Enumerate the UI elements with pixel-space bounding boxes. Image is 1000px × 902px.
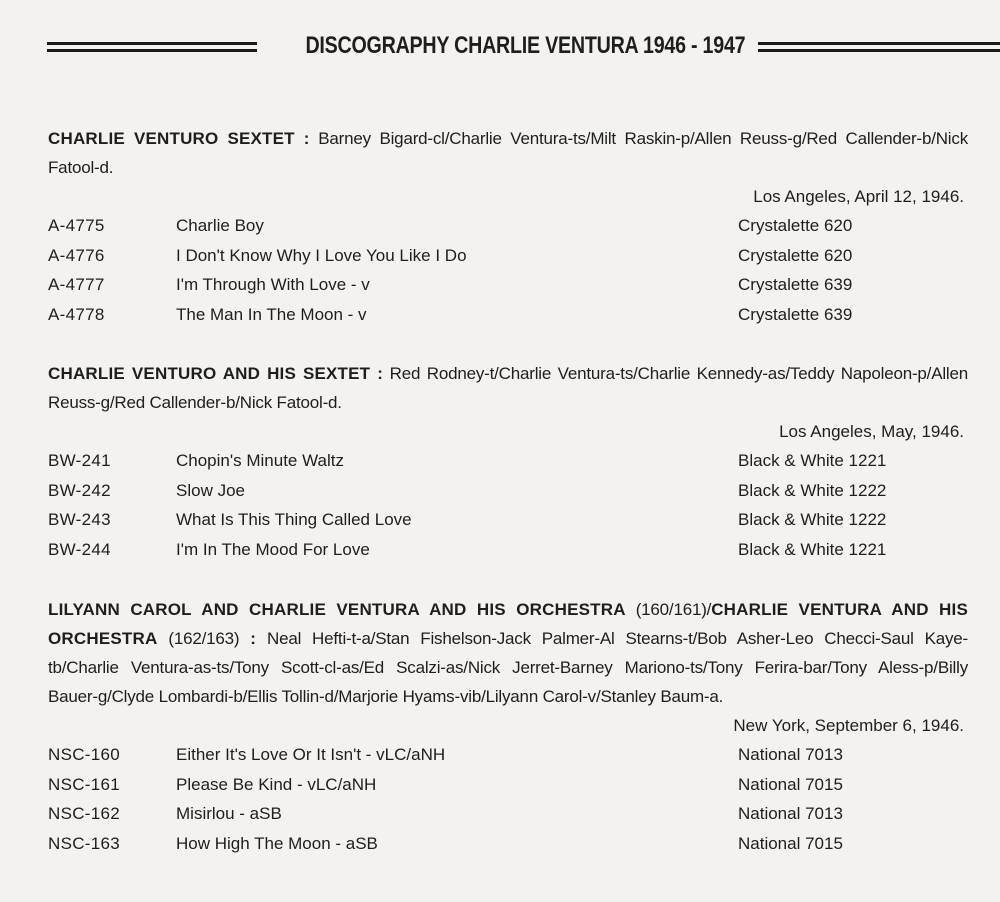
matrix-number: A-4775 [48,216,105,235]
title-rule-left [47,42,257,52]
record-row [48,770,968,800]
track-title: Misirlou - aSB [176,804,282,823]
matrix-number: NSC-162 [48,804,121,823]
record-row [48,476,968,506]
session-place-date: Los Angeles, April 12, 1946. [753,187,964,206]
track-title: I'm In The Mood For Love [176,539,370,559]
group-name: LILYANN CAROL AND CHARLIE VENTURA AND HIS ORCHESTRA [48,600,626,619]
record-row [48,241,968,271]
session-note: (162/163) [168,629,240,648]
matrix-number: NSC-161 [48,774,121,794]
session-note: (160/161)/ [635,600,712,619]
record-row [48,270,968,300]
session-1 [48,124,968,329]
matrix-number: BW-243 [48,510,111,529]
group-name: CHARLIE VENTURO AND HIS SEXTET : [48,364,384,383]
record-label: National 7015 [738,774,843,794]
track-title: Either It's Love Or It Isn't - vLC/aNH [176,745,446,764]
track-title: The Man In The Moon - v [176,304,367,324]
record-row [48,300,968,330]
session-personnel [48,124,968,182]
track-title: Chopin's Minute Waltz [176,451,344,470]
record-label: Crystalette 639 [738,275,853,294]
track-title: Charlie Boy [176,216,264,235]
personnel-list: Barney Bigard-cl/Charlie Ventura-ts/Milt Raskin-p/Allen Reuss-g/Red Callender-b/Nick Fatool-d. [48,129,968,177]
session-place-date: Los Angeles, May, 1946. [779,422,964,441]
record-row [48,535,968,565]
record-label: Black & White 1222 [738,480,887,500]
session-personnel [48,595,968,711]
title-row [47,30,1000,64]
record-row [48,740,968,770]
matrix-number: A-4778 [48,304,105,324]
title-rule-right [758,42,1000,52]
track-title: How High The Moon - aSB [176,833,378,853]
record-row [48,505,968,535]
personnel-list: Neal Hefti-t-a/Stan Fishelson-Jack Palmer-Al Stearns-t/Bob Asher-Leo Checci-Saul Kaye-tb/Charlie Ventura-as-ts/Tony Scott-cl-as/Ed Scalzi-as/Nick Jerret-Barney Mariono-ts/Tony Ferira-bar/Tony Aless-p/Billy Bauer-g/Clyde Lombardi-b/Ellis Tollin-d/Marjorie Hyams-vib/Lilyann Carol-v/Stanley Baum-a. [48,629,968,706]
matrix-number: BW-244 [48,539,111,559]
matrix-number: BW-241 [48,451,111,470]
matrix-number: A-4776 [48,245,105,265]
track-title: Please Be Kind - vLC/aNH [176,774,377,794]
record-label: Black & White 1221 [738,539,887,559]
separator-colon: : [250,629,257,648]
track-title: I Don't Know Why I Love You Like I Do [176,245,467,265]
record-row [48,829,968,859]
session-3 [48,595,968,858]
record-row [48,446,968,476]
track-title: What Is This Thing Called Love [176,510,412,529]
track-title: I'm Through With Love - v [176,275,370,294]
group-name: CHARLIE VENTURA AND HIS ORCHESTRA [48,600,969,648]
session-place-date: New York, September 6, 1946. [733,716,964,735]
record-label: Crystalette 639 [738,304,853,324]
record-label: Crystalette 620 [738,245,853,265]
record-label: National 7015 [738,833,843,853]
matrix-number: NSC-163 [48,833,121,853]
record-label: National 7013 [738,804,843,823]
page-title: DISCOGRAPHY CHARLIE VENTURA 1946 - 1947 [305,32,746,59]
record-label: Black & White 1221 [738,451,887,470]
personnel-list: Red Rodney-t/Charlie Ventura-ts/Charlie Kennedy-as/Teddy Napoleon-p/Allen Reuss-g/Red Callender-b/Nick Fatool-d. [48,364,969,412]
record-label: Crystalette 620 [738,216,853,235]
record-label: National 7013 [738,745,843,764]
matrix-number: A-4777 [48,275,105,294]
record-row [48,211,968,241]
session-2 [48,359,968,564]
record-label: Black & White 1222 [738,510,887,529]
track-title: Slow Joe [176,480,245,500]
record-row [48,799,968,829]
matrix-number: NSC-160 [48,745,121,764]
session-personnel [48,359,968,417]
matrix-number: BW-242 [48,480,111,500]
group-name: CHARLIE VENTURO SEXTET : [48,129,310,148]
